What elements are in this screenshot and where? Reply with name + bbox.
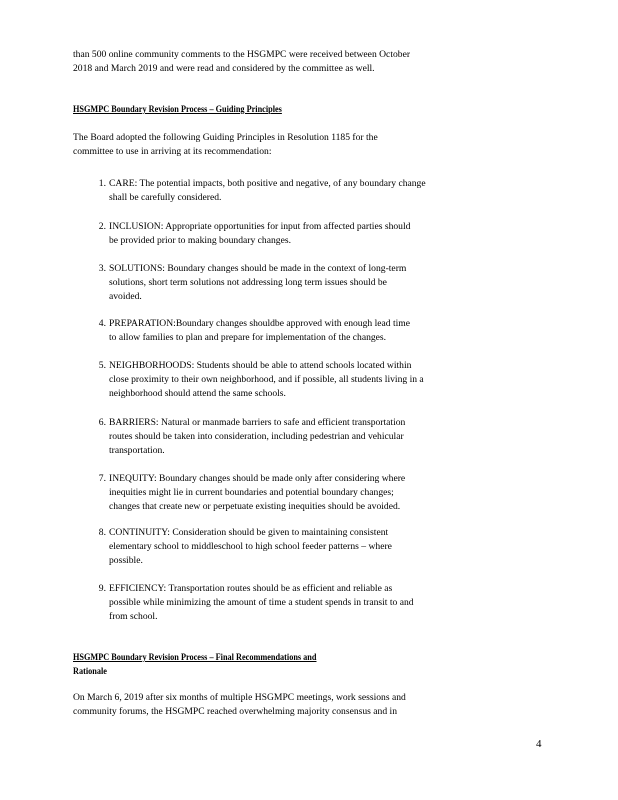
closing-paragraph — [73, 691, 526, 719]
section-heading-guiding-principles: HSGMPC Boundary Revision Process – Guiding Principles — [73, 104, 282, 115]
intro-paragraph — [73, 48, 526, 76]
intro-line-1: than 500 online community comments to the HSGMPC were received between October — [73, 49, 411, 60]
board-line-1: The Board adopted the following Guiding Principles in Resolution 1185 for the — [73, 132, 378, 143]
page-number: 4 — [536, 738, 542, 750]
closing-line-1: On March 6, 2019 after six months of multiple HSGMPC meetings, work sessions and — [73, 692, 406, 703]
heading2-line-1: HSGMPC Boundary Revision Process – Final Recommendations and — [73, 652, 317, 663]
heading2-line-2: Rationale — [73, 666, 107, 677]
closing-line-2: community forums, the HSGMPC reached overwhelming majority consensus and in — [73, 706, 398, 717]
section-heading-final-recommendations — [73, 651, 316, 679]
intro-line-2: 2018 and March 2019 and were read and considered by the committee as well. — [73, 63, 375, 74]
board-line-2: committee to use in arriving at its recommendation: — [73, 146, 272, 157]
document-page: than 500 online community comments to the HSGMPC were received between October 2018 and March 2019 and were read and considered by the committee as well. HSGMPC Boundary Revision Process – Guiding Principles The Board adopted the following Guiding Principles in Resolution 1185 for the committee to use in arriving at its recommendation: 1. CARE: The potential impacts, both positive and negative, of any boundary change shall be carefully considered. 2. INCLUSION: Appropriate opportunities for input from affected parties should be provided prior to making boundary changes. 3. SOLUTIONS: Boundary changes should be made in the context of long-term solutions, short term solutions not addressing long term issues should be avoided. 4. PREPARATION:Boundary changes shouldbe approved with enough lead time to allow families to plan and prepare for implementation of the changes. 5. NEIGHBORHOODS: Students should be able to attend schools located within close proximity to their own neighborhood, and if possible, all students living in a neighborhood should attend the same schools. 6. BARRIERS: Natural or manmade barriers to safe and efficient transportation routes should be taken into consideration, including pedestrian and vehicular transportation. 7. INEQUITY: Boundary changes should be made only after considering where inequities might lie in current boundaries and potential boundary changes; changes that create new or perpetuate existing inequities should be avoided. 8. CONTINUITY: Consideration should be given to maintaining consistent elementary school to middleschool to high school feeder patterns – where possible. 9. EFFICIENCY: Transportation routes should be as efficient and reliable as possible while minimizing the amount of time a student spends in transit to and from school. HSGMPC Boundary Revision Process – Final Recommendations and Rationale On March 6, 2019 after six months of multiple HSGMPC meetings, work sessions and community forums, the HSGMPC reached overwhelming majority consensus and in 4 — [73, 49, 542, 750]
board-paragraph — [73, 131, 526, 159]
